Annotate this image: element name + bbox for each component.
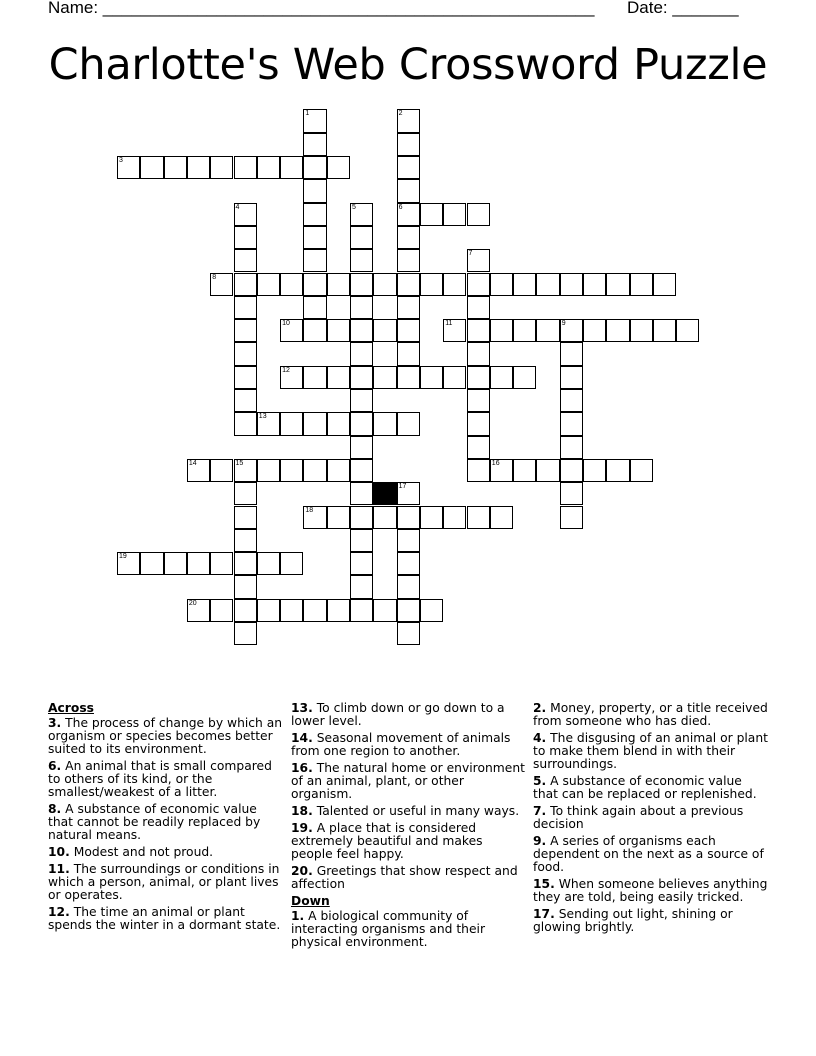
grid-cell[interactable] [397,552,420,575]
grid-cell[interactable] [234,575,257,598]
grid-cell[interactable] [303,273,326,296]
grid-cell[interactable] [560,436,583,459]
grid-cell[interactable] [560,366,583,389]
cell-number: 7 [468,250,473,258]
cell-number: 14 [188,459,197,467]
grid-cell[interactable] [327,506,350,529]
clue-across-8: 8. A substance of economic value that cannot be readily replaced by natural means. [48,802,261,842]
clue-column-1 [48,702,283,936]
grid-cell[interactable] [303,179,326,202]
grid-cell[interactable] [350,529,373,552]
clue-across-16: 16. The natural home or environment of an animal, plant, or other organism. [291,761,525,801]
grid-cell[interactable] [327,319,350,342]
grid-cell[interactable] [257,599,280,622]
grid-cell[interactable] [536,319,559,342]
grid-cell[interactable] [513,366,536,389]
grid-cell[interactable] [397,412,420,435]
grid-cell[interactable] [630,459,653,482]
clue-across-13: 13. To climb down or go down to a lower level. [291,701,505,728]
grid-cell[interactable] [630,273,653,296]
grid-cell[interactable] [280,273,303,296]
clue-across-18: 18. Talented or useful in many ways. [291,804,520,818]
grid-cell[interactable] [443,319,466,342]
grid-cell[interactable] [420,273,443,296]
grid-cell[interactable] [560,319,583,342]
grid-cell[interactable] [257,552,280,575]
clue-across-11: 11. The surroundings or conditions in which a person, animal, or plant lives or operates. [48,862,280,902]
grid-cell[interactable] [234,226,257,249]
grid-cell[interactable] [303,459,326,482]
clue-across-20: 20. Greetings that show respect and affection [291,864,518,891]
clue-down-5: 5. A substance of economic value that can be replaced or replenished. [533,774,757,801]
grid-cell[interactable] [397,529,420,552]
clue-across-14: 14. Seasonal movement of animals from one region to another. [291,731,511,758]
grid-cell[interactable] [397,506,420,529]
grid-cell[interactable] [234,459,257,482]
grid-cell[interactable] [350,389,373,412]
grid-cell[interactable] [350,482,373,505]
grid-cell[interactable] [327,366,350,389]
grid-cell[interactable] [140,552,163,575]
clue-column-2 [291,702,528,953]
grid-cell[interactable] [234,249,257,272]
cell-number: 18 [305,506,314,514]
cell-number: 20 [188,599,197,607]
grid-cell[interactable] [350,366,373,389]
grid-cell[interactable] [350,575,373,598]
grid-cell[interactable] [350,273,373,296]
grid-cell[interactable] [373,319,396,342]
grid-cell[interactable] [350,249,373,272]
grid-cell[interactable] [467,389,490,412]
cell-number: 6 [398,203,403,211]
grid-cell[interactable] [187,552,210,575]
grid-cell[interactable] [140,156,163,179]
grid-cell[interactable] [210,552,233,575]
grid-cell[interactable] [560,459,583,482]
grid-cell[interactable] [234,599,257,622]
grid-cell[interactable] [210,459,233,482]
grid-cell[interactable] [467,273,490,296]
grid-cell[interactable] [210,273,233,296]
grid-cell[interactable] [234,296,257,319]
name-field[interactable]: Name: ____________________________________________________ [48,0,595,17]
grid-cell[interactable] [350,436,373,459]
grid-cell[interactable] [234,529,257,552]
grid-cell[interactable] [373,273,396,296]
clue-column-3 [533,702,768,938]
grid-cell[interactable] [397,482,420,505]
clue-down-2: 2. Money, property, or a title received from someone who has died. [533,701,768,728]
grid-cell[interactable] [443,203,466,226]
grid-cell[interactable] [490,273,513,296]
grid-cell[interactable] [560,389,583,412]
grid-cell[interactable] [397,575,420,598]
grid-cell[interactable] [373,412,396,435]
grid-cell[interactable] [350,203,373,226]
grid-cell[interactable] [164,156,187,179]
grid-cell[interactable] [467,436,490,459]
grid-cell[interactable] [303,133,326,156]
grid-cell[interactable] [164,552,187,575]
grid-cell[interactable] [350,459,373,482]
grid-cell[interactable] [210,599,233,622]
cell-number: 19 [119,553,127,561]
grid-cell[interactable] [513,319,536,342]
grid-cell[interactable] [420,506,443,529]
clue-down-9: 9. A series of organisms each dependent on the next as a source of food. [533,834,764,874]
grid-cell[interactable] [397,133,420,156]
grid-cell[interactable] [397,109,420,132]
clue-down-17: 17. Sending out light, shining or glowing brightly. [533,907,733,934]
grid-cell[interactable] [513,273,536,296]
grid-cell[interactable] [467,412,490,435]
grid-cell[interactable] [234,412,257,435]
grid-cell[interactable] [536,273,559,296]
grid-cell[interactable] [327,599,350,622]
grid-cell[interactable] [303,599,326,622]
puzzle-title: Charlotte's Web Crossword Puzzle [48,40,768,90]
grid-cell[interactable] [303,319,326,342]
grid-cell[interactable] [350,342,373,365]
cell-number: 16 [491,459,500,467]
grid-cell[interactable] [234,622,257,645]
grid-cell[interactable] [443,273,466,296]
grid-cell[interactable] [327,412,350,435]
clue-across-10: 10. Modest and not proud. [48,845,214,859]
grid-cell[interactable] [420,366,443,389]
grid-cell[interactable] [303,203,326,226]
grid-cell[interactable] [676,319,699,342]
grid-cell[interactable] [560,506,583,529]
grid-black-cell [373,482,396,505]
grid-cell[interactable] [327,273,350,296]
grid-cell[interactable] [606,319,629,342]
grid-cell[interactable] [397,366,420,389]
cell-number: 9 [561,320,566,328]
cell-number: 5 [352,203,356,211]
grid-cell[interactable] [280,156,303,179]
grid-cell[interactable] [303,156,326,179]
grid-cell[interactable] [606,459,629,482]
grid-cell[interactable] [513,459,536,482]
grid-cell[interactable] [350,552,373,575]
grid-cell[interactable] [467,342,490,365]
grid-cell[interactable] [187,599,210,622]
grid-cell[interactable] [467,249,490,272]
grid-cell[interactable] [443,366,466,389]
grid-cell[interactable] [653,273,676,296]
grid-cell[interactable] [560,342,583,365]
date-field[interactable]: Date: _______ [627,0,739,17]
grid-cell[interactable] [187,459,210,482]
grid-cell[interactable] [280,319,303,342]
grid-cell[interactable] [234,389,257,412]
grid-cell[interactable] [397,599,420,622]
grid-cell[interactable] [467,459,490,482]
grid-cell[interactable] [350,412,373,435]
grid-cell[interactable] [234,273,257,296]
grid-cell[interactable] [373,506,396,529]
grid-cell[interactable] [234,156,257,179]
clue-down-4: 4. The disgusing of an animal or plant to make them blend in with their surroundings. [533,731,768,771]
grid-cell[interactable] [653,319,676,342]
grid-cell[interactable] [234,319,257,342]
grid-cell[interactable] [490,506,513,529]
grid-cell[interactable] [117,552,140,575]
grid-cell[interactable] [350,226,373,249]
grid-cell[interactable] [397,319,420,342]
grid-cell[interactable] [467,319,490,342]
grid-cell[interactable] [373,599,396,622]
grid-cell[interactable] [210,156,233,179]
grid-cell[interactable] [117,156,140,179]
grid-cell[interactable] [583,459,606,482]
clue-down-1: 1. A biological community of interacting organisms and their physical environment. [291,909,486,949]
cell-number: 13 [258,413,267,421]
grid-cell[interactable] [467,296,490,319]
cell-number: 17 [398,483,407,491]
cell-number: 10 [282,320,290,328]
grid-cell[interactable] [397,226,420,249]
grid-cell[interactable] [303,296,326,319]
grid-cell[interactable] [397,203,420,226]
grid-cell[interactable] [303,226,326,249]
grid-cell[interactable] [397,156,420,179]
grid-cell[interactable] [187,156,210,179]
clue-across-6: 6. An animal that is small compared to others of its kind, or the smallest/weakest of a litter. [48,759,272,799]
cell-number: 8 [212,273,217,281]
grid-cell[interactable] [257,156,280,179]
grid-cell[interactable] [373,366,396,389]
grid-cell[interactable] [606,273,629,296]
grid-cell[interactable] [303,249,326,272]
grid-cell[interactable] [443,506,466,529]
down-heading: Down [291,894,330,908]
grid-cell[interactable] [350,506,373,529]
grid-cell[interactable] [420,599,443,622]
grid-cell[interactable] [397,342,420,365]
grid-cell[interactable] [350,319,373,342]
grid-cell[interactable] [303,506,326,529]
cell-number: 11 [445,320,453,328]
grid-cell[interactable] [280,459,303,482]
clue-across-3: 3. The process of change by which an organism or species becomes better suited to its environment. [48,716,283,756]
grid-cell[interactable] [257,459,280,482]
grid-cell[interactable] [234,203,257,226]
grid-cell[interactable] [280,412,303,435]
grid-cell[interactable] [397,296,420,319]
grid-cell[interactable] [397,249,420,272]
grid-cell[interactable] [490,319,513,342]
grid-cell[interactable] [467,203,490,226]
grid-cell[interactable] [280,599,303,622]
clue-across-19: 19. A place that is considered extremely beautiful and makes people feel happy. [291,821,483,861]
grid-cell[interactable] [234,366,257,389]
grid-cell[interactable] [560,412,583,435]
clue-across-12: 12. The time an animal or plant spends the winter in a dormant state. [48,905,281,932]
grid-cell[interactable] [303,366,326,389]
grid-cell[interactable] [234,482,257,505]
grid-cell[interactable] [303,412,326,435]
grid-cell[interactable] [560,273,583,296]
clue-down-15: 15. When someone believes anything they are told, being easily tricked. [533,877,768,904]
across-heading: Across [48,701,94,715]
grid-cell[interactable] [257,412,280,435]
cell-number: 2 [398,110,403,118]
grid-cell[interactable] [350,296,373,319]
grid-cell[interactable] [583,319,606,342]
grid-cell[interactable] [630,319,653,342]
grid-cell[interactable] [327,459,350,482]
grid-cell[interactable] [420,203,443,226]
grid-cell[interactable] [467,366,490,389]
cell-number: 1 [305,110,310,118]
grid-cell[interactable] [397,622,420,645]
cell-number: 15 [235,459,244,467]
cell-number: 4 [235,203,240,211]
grid-cell[interactable] [490,459,513,482]
grid-cell[interactable] [327,156,350,179]
grid-cell[interactable] [280,552,303,575]
grid-cell[interactable] [234,552,257,575]
grid-cell[interactable] [257,273,280,296]
grid-cell[interactable] [303,109,326,132]
grid-cell[interactable] [234,506,257,529]
grid-cell[interactable] [560,482,583,505]
grid-cell[interactable] [536,459,559,482]
grid-cell[interactable] [234,342,257,365]
grid-cell[interactable] [280,366,303,389]
grid-cell[interactable] [490,366,513,389]
grid-cell[interactable] [583,273,606,296]
grid-cell[interactable] [467,506,490,529]
grid-cell[interactable] [350,599,373,622]
clue-down-7: 7. To think again about a previous decision [533,804,744,831]
grid-cell[interactable] [397,273,420,296]
cell-number: 12 [282,366,290,374]
grid-cell[interactable] [397,179,420,202]
cell-number: 3 [119,157,123,164]
